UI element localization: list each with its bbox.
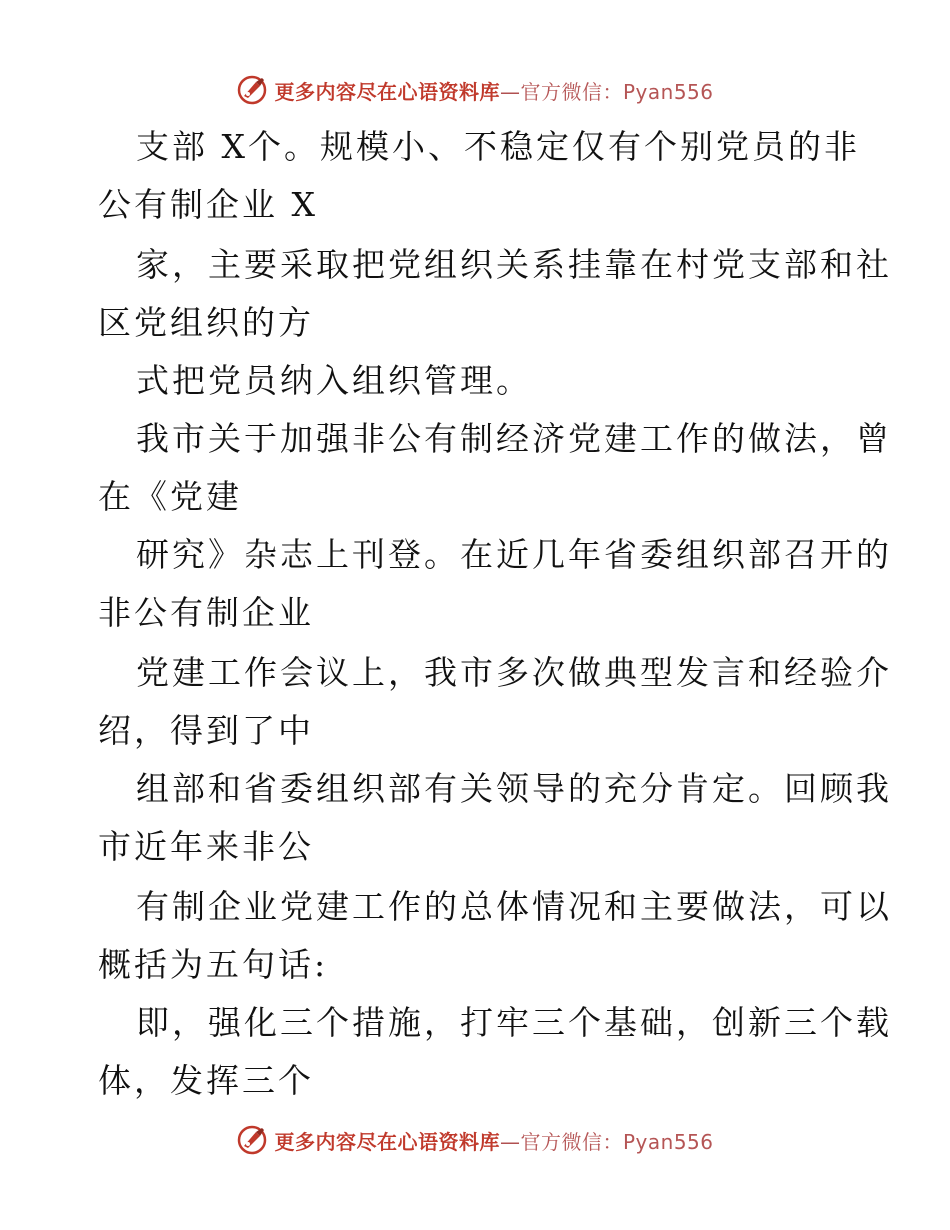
body-line: 在《党建 [98, 477, 242, 516]
body-line: 区党组织的方 [98, 303, 314, 342]
footer-text: 更多内容尽在心语资料库—官方微信：Pyan556 [274, 1129, 714, 1154]
body-line: 党建工作会议上，我市多次做典型发言和经验介 [136, 653, 892, 692]
body-line: 即，强化三个措施，打牢三个基础，创新三个载 [136, 1003, 892, 1042]
body-line: 支部 X个。规模小、不稳定仅有个别党员的非 [136, 127, 860, 166]
body-line: 我市关于加强非公有制经济党建工作的做法，曾 [136, 419, 892, 458]
header-text: 更多内容尽在心语资料库—官方微信：Pyan556 [274, 79, 714, 104]
body-line: 式把党员纳入组织管理。 [136, 361, 532, 400]
body-line: 体，发挥三个 [98, 1061, 314, 1100]
logo-icon [236, 74, 268, 106]
body-line: 市近年来非公 [98, 827, 314, 866]
body-line: 组部和省委组织部有关领导的充分肯定。回顾我 [136, 769, 892, 808]
body-line: 家，主要采取把党组织关系挂靠在村党支部和社 [136, 245, 892, 284]
footer-banner [0, 1120, 950, 1160]
body-line: 有制企业党建工作的总体情况和主要做法，可以 [136, 887, 892, 926]
body-line: 概括为五句话: [98, 945, 329, 984]
logo-icon [236, 1124, 268, 1156]
body-line: 研究》杂志上刊登。在近几年省委组织部召开的 [136, 535, 892, 574]
header-banner [0, 70, 950, 110]
body-line: 公有制企业 X [98, 185, 318, 224]
body-line: 绍，得到了中 [98, 711, 314, 750]
body-line: 非公有制企业 [98, 593, 314, 632]
